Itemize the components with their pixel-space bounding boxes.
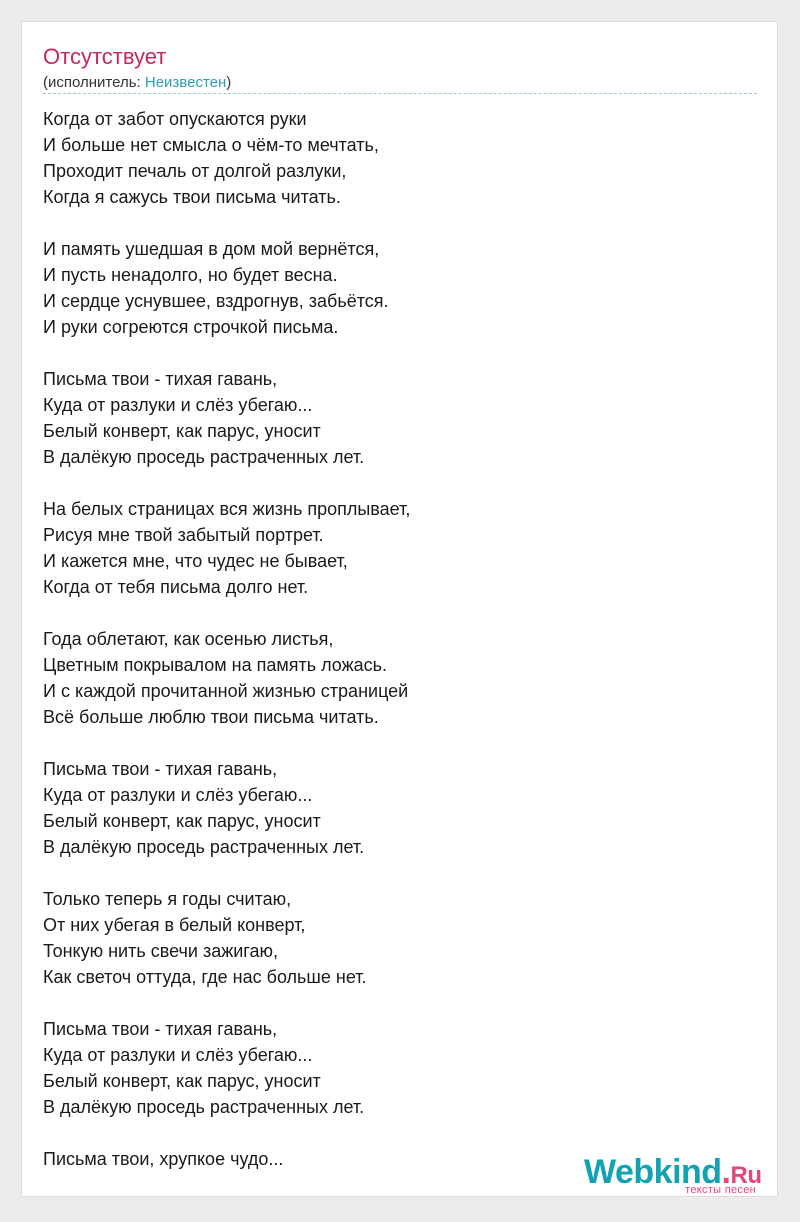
lyrics-stanza xyxy=(43,886,743,990)
lyrics-card xyxy=(21,21,778,1197)
logo-tld: Ru xyxy=(730,1162,762,1189)
lyric-line: И сердце уснувшее, вздрогнув, забьётся. xyxy=(43,291,389,311)
lyrics-stanza xyxy=(43,626,743,730)
lyric-line: Белый конверт, как парус, уносит xyxy=(43,1071,321,1091)
lyric-line: Когда от забот опускаются руки xyxy=(43,109,307,129)
lyric-line: Белый конверт, как парус, уносит xyxy=(43,811,321,831)
lyric-line: И память ушедшая в дом мой вернётся, xyxy=(43,239,380,259)
lyric-line: И пусть ненадолго, но будет весна. xyxy=(43,265,338,285)
lyric-line: Куда от разлуки и слёз убегаю... xyxy=(43,395,313,415)
artist-prefix: (исполнитель: xyxy=(43,74,145,91)
artist-line xyxy=(43,73,231,93)
artist-link[interactable]: Неизвестен xyxy=(144,74,227,91)
lyric-line: Куда от разлуки и слёз убегаю... xyxy=(43,785,313,805)
lyric-line: Рисуя мне твой забытый портрет. xyxy=(43,525,324,545)
logo-dot: . xyxy=(721,1153,731,1191)
lyrics-stanza xyxy=(43,1016,743,1120)
lyric-line: Года облетают, как осенью листья, xyxy=(43,629,334,649)
lyric-line: Цветным покрывалом на память ложась. xyxy=(43,655,388,675)
lyrics-stanza xyxy=(43,236,743,340)
lyric-line: Всё больше люблю твои письма читать. xyxy=(43,707,379,727)
lyric-line: В далёкую проседь растраченных лет. xyxy=(43,447,365,467)
artist-suffix: ) xyxy=(226,74,232,91)
lyrics-body xyxy=(43,106,743,1198)
lyric-line: Тонкую нить свечи зажигаю, xyxy=(43,941,278,961)
lyrics-stanza xyxy=(43,366,743,470)
logo-tagline: тексты песен xyxy=(685,1184,756,1196)
lyric-line: В далёкую проседь растраченных лет. xyxy=(43,837,365,857)
song-title: Отсутствует xyxy=(43,44,167,69)
lyric-line: Когда от тебя письма долго нет. xyxy=(43,577,309,597)
logo-name: Webkind xyxy=(584,1153,722,1191)
lyric-line: Письма твои - тихая гавань, xyxy=(43,369,278,389)
lyric-line: И руки согреются строчкой письма. xyxy=(43,317,339,337)
lyric-line: Только теперь я годы считаю, xyxy=(43,889,292,909)
title-divider xyxy=(43,93,757,94)
lyric-line: В далёкую проседь растраченных лет. xyxy=(43,1097,365,1117)
lyrics-stanza xyxy=(43,496,743,600)
lyrics-stanza xyxy=(43,106,743,210)
lyric-line: От них убегая в белый конверт, xyxy=(43,915,306,935)
lyric-line: На белых страницах вся жизнь проплывает, xyxy=(43,499,411,519)
lyric-line: Куда от разлуки и слёз убегаю... xyxy=(43,1045,313,1065)
lyric-line: Письма твои - тихая гавань, xyxy=(43,759,278,779)
lyrics-stanza xyxy=(43,756,743,860)
lyric-line: И кажется мне, что чудес не бывает, xyxy=(43,551,348,571)
lyric-line: Белый конверт, как парус, уносит xyxy=(43,421,321,441)
webkind-logo[interactable] xyxy=(584,1152,774,1194)
lyric-line: Письма твои, хрупкое чудо... xyxy=(43,1149,284,1169)
lyric-line: Проходит печаль от долгой разлуки, xyxy=(43,161,347,181)
lyric-line: И с каждой прочитанной жизнью страницей xyxy=(43,681,409,701)
lyric-line: Письма твои - тихая гавань, xyxy=(43,1019,278,1039)
lyric-line: И больше нет смысла о чём-то мечтать, xyxy=(43,135,379,155)
lyric-line: Когда я сажусь твои письма читать. xyxy=(43,187,341,207)
lyric-line: Как светоч оттуда, где нас больше нет. xyxy=(43,967,367,987)
